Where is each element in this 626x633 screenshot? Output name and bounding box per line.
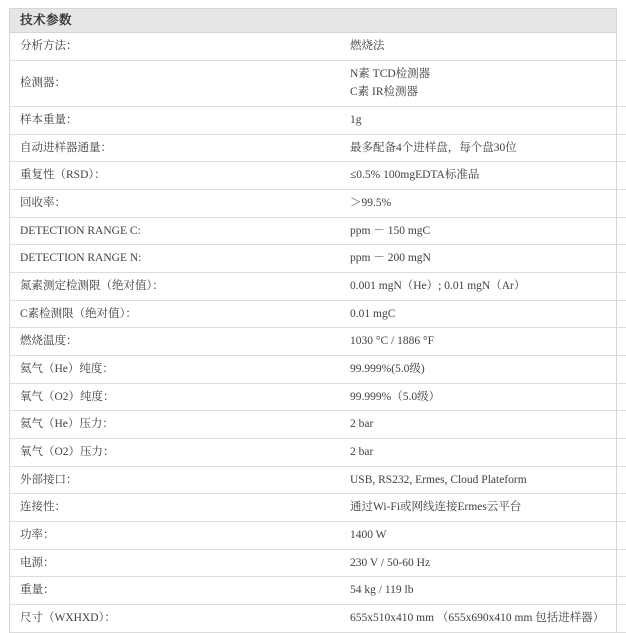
specifications-table-body xyxy=(10,33,626,632)
spec-value-line: 燃烧法 xyxy=(350,40,385,52)
spec-label: DETECTION RANGE C: xyxy=(10,217,340,245)
table-row xyxy=(10,605,626,633)
spec-value xyxy=(340,494,626,522)
spec-label: 回收率： xyxy=(10,190,340,218)
spec-value-line: 通过Wi-Fi或网线连接Ermes云平台 xyxy=(350,501,522,514)
table-row xyxy=(10,522,626,550)
spec-label: 样本重量： xyxy=(10,107,340,135)
table-row xyxy=(10,245,626,273)
panel-title: 技术参数 xyxy=(10,9,616,33)
spec-value-line: 最多配备4个进样盘，每个盘30位 xyxy=(350,141,517,154)
spec-value xyxy=(340,411,626,439)
spec-value-line: 1400 W xyxy=(350,529,387,542)
spec-value-line: N素 TCD检测器 xyxy=(350,67,431,80)
spec-value xyxy=(340,577,626,605)
spec-label: 燃烧温度： xyxy=(10,328,340,356)
table-row xyxy=(10,190,626,218)
spec-value xyxy=(340,33,626,60)
spec-label: 氮素测定检测限（绝对值）： xyxy=(10,273,340,301)
table-row xyxy=(10,300,626,328)
spec-value-line: ppm － 150 mgC xyxy=(350,224,431,237)
table-row xyxy=(10,60,626,106)
spec-value-line: USB, RS232, Ermes, Cloud Plateform xyxy=(350,473,527,486)
spec-label: DETECTION RANGE N: xyxy=(10,245,340,273)
spec-value-line: 0.01 mgC xyxy=(350,307,396,320)
spec-label: 检测器： xyxy=(10,60,340,106)
spec-value-line: 1030 °C / 1886 °F xyxy=(350,335,434,348)
spec-label: 尺寸（WXHXD）： xyxy=(10,605,340,633)
table-row xyxy=(10,439,626,467)
table-row xyxy=(10,577,626,605)
spec-label: 连接性： xyxy=(10,494,340,522)
spec-value xyxy=(340,217,626,245)
spec-label: 自动进样器通量： xyxy=(10,134,340,162)
spec-label: 氦气（He）纯度： xyxy=(10,356,340,384)
spec-value-line: 2 bar xyxy=(350,418,374,431)
table-row xyxy=(10,328,626,356)
spec-value xyxy=(340,549,626,577)
spec-label: 重量： xyxy=(10,577,340,605)
spec-label: C素检测限（绝对值）： xyxy=(10,300,340,328)
table-row xyxy=(10,134,626,162)
spec-value-line: 2 bar xyxy=(350,446,374,459)
table-row xyxy=(10,383,626,411)
spec-label: 电源： xyxy=(10,549,340,577)
spec-value xyxy=(340,190,626,218)
spec-value xyxy=(340,245,626,273)
table-row xyxy=(10,549,626,577)
spec-value xyxy=(340,60,626,106)
spec-value-line: 230 V / 50-60 Hz xyxy=(350,556,431,569)
spec-label: 分析方法： xyxy=(10,33,340,60)
spec-value-line: 99.999%(5.0级) xyxy=(350,363,425,376)
table-row xyxy=(10,217,626,245)
spec-label: 重复性（RSD）： xyxy=(10,162,340,190)
spec-label: 氧气（O2）纯度： xyxy=(10,383,340,411)
spec-value xyxy=(340,134,626,162)
table-row xyxy=(10,466,626,494)
spec-value-line: C素 IR检测器 xyxy=(350,86,419,99)
spec-value-line: 1g xyxy=(350,114,362,127)
table-row xyxy=(10,162,626,190)
spec-label: 功率： xyxy=(10,522,340,550)
specifications-table xyxy=(10,33,626,633)
table-row xyxy=(10,494,626,522)
spec-value xyxy=(340,273,626,301)
spec-value-line: ≤0.5% 100mgEDTA标准品 xyxy=(350,169,480,182)
spec-value-line: 99.999%（5.0级） xyxy=(350,390,441,403)
spec-value xyxy=(340,328,626,356)
spec-value xyxy=(340,522,626,550)
spec-value xyxy=(340,383,626,411)
spec-value xyxy=(340,356,626,384)
spec-value-line: ppm － 200 mgN xyxy=(350,252,431,265)
table-row xyxy=(10,356,626,384)
spec-value-line: ＞99.5% xyxy=(350,197,392,210)
spec-value xyxy=(340,605,626,633)
table-row xyxy=(10,107,626,135)
table-row xyxy=(10,33,626,60)
spec-value xyxy=(340,466,626,494)
spec-value xyxy=(340,107,626,135)
spec-label: 氧气（O2）压力： xyxy=(10,439,340,467)
spec-value xyxy=(340,162,626,190)
spec-value-line: 0.001 mgN（He）; 0.01 mgN（Ar） xyxy=(350,280,526,293)
spec-label: 氦气（He）压力： xyxy=(10,411,340,439)
spec-value-line: 655x510x410 mm （655x690x410 mm 包括进样器） xyxy=(350,612,605,625)
spec-label: 外部接口： xyxy=(10,466,340,494)
table-row xyxy=(10,273,626,301)
specifications-panel xyxy=(9,8,617,633)
spec-value-line: 54 kg / 119 lb xyxy=(350,584,414,597)
table-row xyxy=(10,411,626,439)
spec-value xyxy=(340,439,626,467)
spec-value xyxy=(340,300,626,328)
